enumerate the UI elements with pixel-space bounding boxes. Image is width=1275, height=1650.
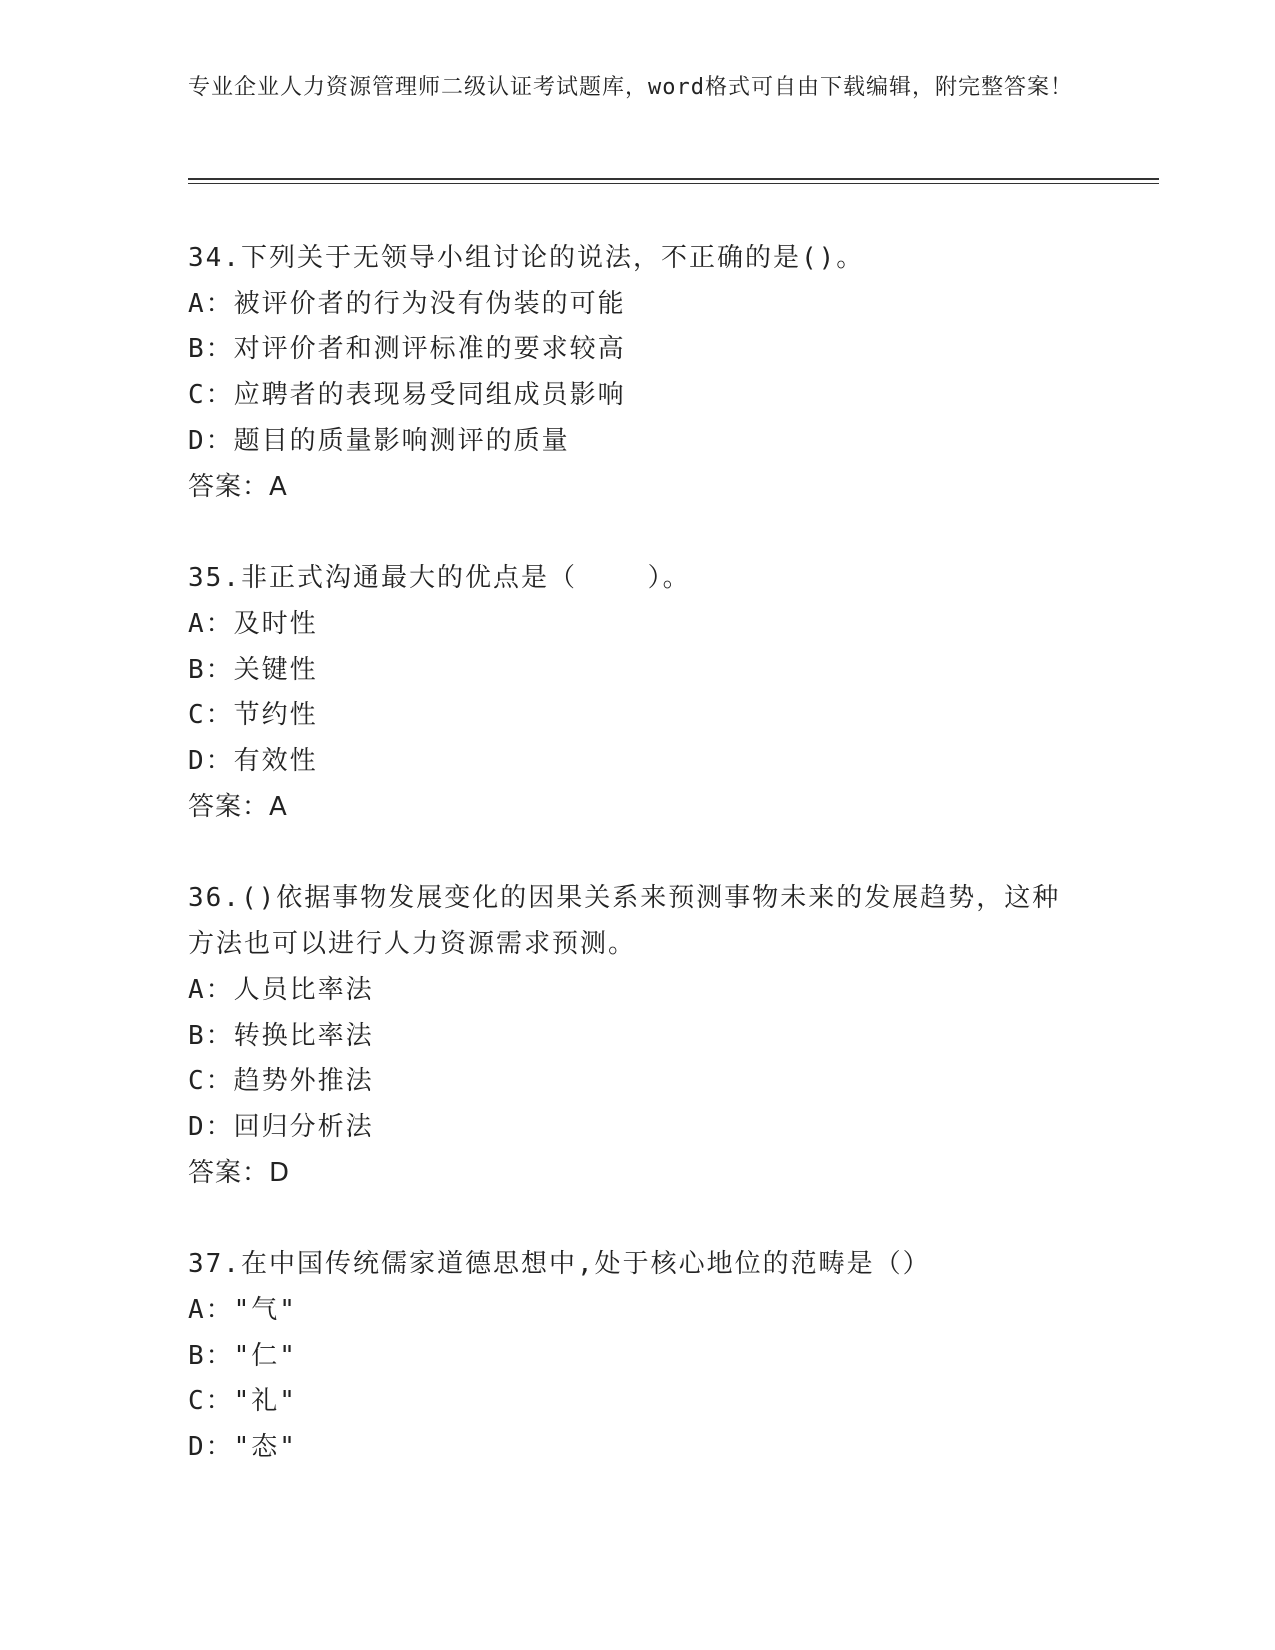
option-c: C：趋势外推法 bbox=[188, 1066, 374, 1097]
answer: 答案：A bbox=[188, 471, 288, 502]
option-d: D：有效性 bbox=[188, 746, 318, 777]
header-divider bbox=[188, 178, 1159, 184]
answer: 答案：D bbox=[188, 1157, 291, 1188]
option-c: C：节约性 bbox=[188, 700, 318, 731]
option-b: B：关键性 bbox=[188, 654, 318, 685]
question-36 bbox=[188, 876, 1088, 1196]
option-a: A：人员比率法 bbox=[188, 974, 374, 1005]
option-b: B：对评价者和测评标准的要求较高 bbox=[188, 334, 626, 365]
question-list bbox=[188, 236, 1088, 1517]
answer: 答案：A bbox=[188, 791, 288, 822]
option-b: B："仁" bbox=[188, 1340, 297, 1371]
question-37 bbox=[188, 1242, 1088, 1471]
option-b: B：转换比率法 bbox=[188, 1020, 374, 1051]
option-a: A：被评价者的行为没有伪装的可能 bbox=[188, 288, 626, 319]
option-c: C："礼" bbox=[188, 1386, 297, 1417]
option-a: A：及时性 bbox=[188, 608, 318, 639]
option-d: D：回归分析法 bbox=[188, 1111, 374, 1142]
question-stem: 35.非正式沟通最大的优点是（ ）。 bbox=[188, 563, 691, 594]
option-c: C：应聘者的表现易受同组成员影响 bbox=[188, 380, 626, 411]
question-stem: 36.()依据事物发展变化的因果关系来预测事物未来的发展趋势，这种方法也可以进行人力资源需求预测。 bbox=[188, 883, 1061, 960]
document-header: 专业企业人力资源管理师二级认证考试题库，word格式可自由下载编辑，附完整答案！ bbox=[188, 75, 1073, 100]
question-34 bbox=[188, 236, 1088, 510]
option-d: D：题目的质量影响测评的质量 bbox=[188, 425, 570, 456]
option-d: D："态" bbox=[188, 1432, 297, 1463]
question-stem: 34.下列关于无领导小组讨论的说法，不正确的是()。 bbox=[188, 243, 865, 273]
question-35 bbox=[188, 556, 1088, 830]
question-stem: 37.在中国传统儒家道德思想中,处于核心地位的范畴是（） bbox=[188, 1249, 931, 1280]
option-a: A："气" bbox=[188, 1295, 297, 1326]
